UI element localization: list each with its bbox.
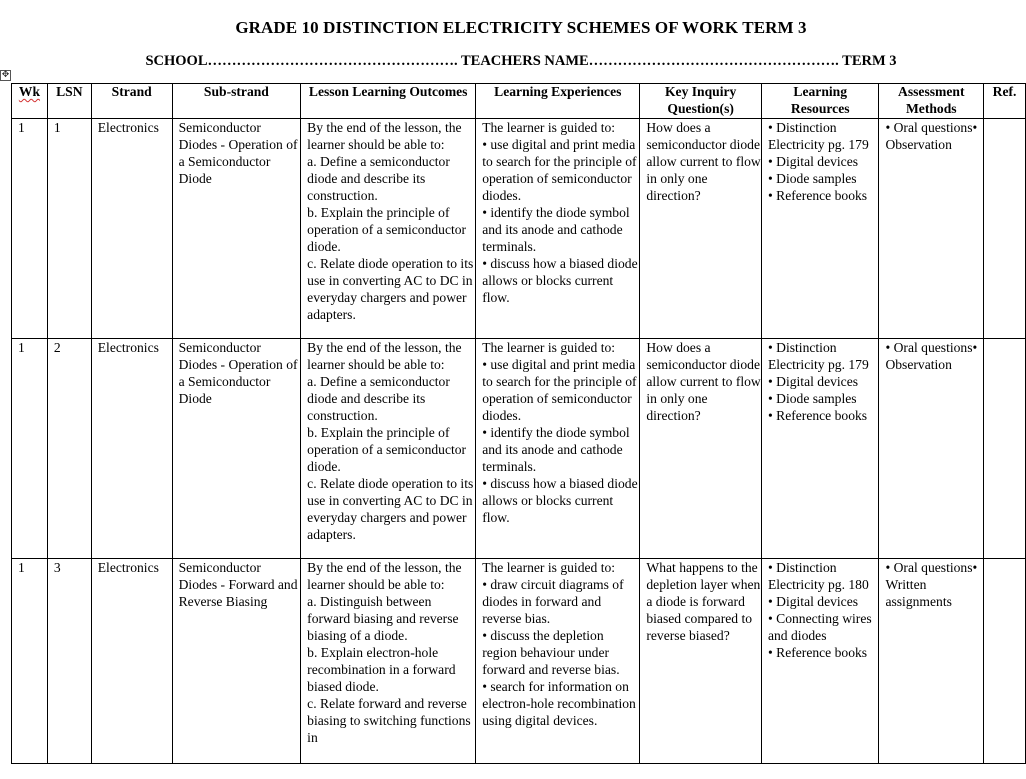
experience-line: • identify the diode symbol and its anode and cathode terminals. bbox=[482, 425, 630, 474]
outcome-line: By the end of the lesson, the learner should be able to: bbox=[307, 340, 462, 372]
outcome-line: c. Relate diode operation to its use in converting AC to DC in everyday chargers and power adapters. bbox=[307, 256, 474, 322]
cell-wk: 1 bbox=[12, 119, 48, 339]
resource-line: • Connecting wires and diodes bbox=[767, 611, 872, 643]
resource-line: • Digital devices bbox=[767, 154, 859, 169]
header-lsn: LSN bbox=[47, 84, 91, 119]
cell-assessment bbox=[879, 559, 984, 764]
header-assessment: Assessment Methods bbox=[879, 84, 984, 119]
outcome-line: c. Relate diode operation to its use in converting AC to DC in everyday chargers and power adapters. bbox=[307, 476, 474, 542]
cell-strand: Electronics bbox=[91, 339, 172, 559]
cell-assessment bbox=[879, 119, 984, 339]
cell-question: How does a semiconductor diode allow current to flow in only one direction? bbox=[640, 339, 762, 559]
header-questions: Key Inquiry Question(s) bbox=[640, 84, 762, 119]
table-row bbox=[12, 339, 1026, 559]
cell-question: How does a semiconductor diode allow current to flow in only one direction? bbox=[640, 119, 762, 339]
experience-line: • identify the diode symbol and its anode and cathode terminals. bbox=[482, 205, 630, 254]
cell-assessment bbox=[879, 339, 984, 559]
cell-outcomes bbox=[301, 559, 476, 764]
resource-line: • Distinction Electricity pg. 180 bbox=[767, 560, 869, 592]
table-row bbox=[12, 119, 1026, 339]
cell-ref bbox=[984, 339, 1026, 559]
cell-wk: 1 bbox=[12, 339, 48, 559]
experience-line: The learner is guided to: bbox=[482, 340, 616, 355]
outcome-line: b. Explain electron-hole recombination in a forward biased diode. bbox=[307, 645, 456, 694]
cell-resources bbox=[761, 339, 878, 559]
experience-line: • use digital and print media to search for the principle of operation of semiconductor diodes. bbox=[482, 357, 637, 423]
header-row bbox=[12, 84, 1026, 119]
outcome-line: a. Define a semiconductor diode and describe its construction. bbox=[307, 374, 450, 423]
assessment-line: • Oral questions• Observation bbox=[885, 120, 978, 152]
resource-line: • Diode samples bbox=[767, 391, 857, 406]
experience-line: • search for information on electron-hole recombination using digital devices. bbox=[482, 679, 636, 728]
experience-line: • discuss the depletion region behaviour under forward and reverse bias. bbox=[482, 628, 620, 677]
cell-question: What happens to the depletion layer when a diode is forward biased compared to reverse biased? bbox=[640, 559, 762, 764]
assessment-line: • Oral questions• Written assignments bbox=[885, 560, 978, 609]
outcome-line: By the end of the lesson, the learner should be able to: bbox=[307, 120, 462, 152]
cell-resources bbox=[761, 559, 878, 764]
document-title: GRADE 10 DISTINCTION ELECTRICITY SCHEMES OF WORK TERM 3 bbox=[235, 18, 807, 37]
experience-line: The learner is guided to: bbox=[482, 560, 616, 575]
header-resources: Learning Resources bbox=[761, 84, 878, 119]
outcome-line: a. Distinguish between forward biasing and reverse biasing of a diode. bbox=[307, 594, 459, 643]
header-strand: Strand bbox=[91, 84, 172, 119]
resource-line: • Distinction Electricity pg. 179 bbox=[767, 120, 869, 152]
cell-experiences bbox=[476, 559, 640, 764]
cell-substrand: Semiconductor Diodes - Operation of a Semiconductor Diode bbox=[172, 119, 301, 339]
header-substrand: Sub-strand bbox=[172, 84, 301, 119]
cell-wk: 1 bbox=[12, 559, 48, 764]
assessment-line: • Oral questions• Observation bbox=[885, 340, 978, 372]
resource-line: • Reference books bbox=[767, 188, 868, 203]
resource-line: • Reference books bbox=[767, 645, 868, 660]
outcome-line: b. Explain the principle of operation of a semiconductor diode. bbox=[307, 425, 467, 474]
resource-line: • Distinction Electricity pg. 179 bbox=[767, 340, 869, 372]
experience-line: • discuss how a biased diode allows or blocks current flow. bbox=[482, 256, 638, 305]
cell-strand: Electronics bbox=[91, 119, 172, 339]
document-subtitle: SCHOOL……………………………………………. TEACHERS NAME……………………………………………. TERM 3 bbox=[145, 53, 897, 69]
cell-substrand: Semiconductor Diodes - Forward and Reverse Biasing bbox=[172, 559, 301, 764]
resource-line: • Reference books bbox=[767, 408, 868, 423]
cell-lsn: 3 bbox=[47, 559, 91, 764]
cell-experiences bbox=[476, 119, 640, 339]
cell-substrand: Semiconductor Diodes - Operation of a Semiconductor Diode bbox=[172, 339, 301, 559]
outcome-line: b. Explain the principle of operation of a semiconductor diode. bbox=[307, 205, 467, 254]
table-move-handle-icon[interactable]: ✥ bbox=[1, 70, 10, 80]
resource-line: • Digital devices bbox=[767, 594, 859, 609]
cell-resources bbox=[761, 119, 878, 339]
outcome-line: c. Relate forward and reverse biasing to switching functions in bbox=[307, 696, 471, 745]
experience-line: • discuss how a biased diode allows or blocks current flow. bbox=[482, 476, 638, 525]
experience-line: • use digital and print media to search for the principle of operation of semiconductor diodes. bbox=[482, 137, 637, 203]
cell-lsn: 2 bbox=[47, 339, 91, 559]
experience-line: • draw circuit diagrams of diodes in forward and reverse bias. bbox=[482, 577, 624, 626]
cell-ref bbox=[984, 119, 1026, 339]
table-row bbox=[12, 559, 1026, 764]
scheme-of-work-table bbox=[11, 83, 1026, 764]
outcome-line: a. Define a semiconductor diode and describe its construction. bbox=[307, 154, 450, 203]
experience-line: The learner is guided to: bbox=[482, 120, 616, 135]
cell-experiences bbox=[476, 339, 640, 559]
cell-strand: Electronics bbox=[91, 559, 172, 764]
cell-ref bbox=[984, 559, 1026, 764]
cell-outcomes bbox=[301, 339, 476, 559]
header-experiences: Learning Experiences bbox=[476, 84, 640, 119]
resource-line: • Diode samples bbox=[767, 171, 857, 186]
header-ref: Ref. bbox=[984, 84, 1026, 119]
header-wk: Wk bbox=[12, 84, 48, 119]
outcome-line: By the end of the lesson, the learner should be able to: bbox=[307, 560, 462, 592]
cell-lsn: 1 bbox=[47, 119, 91, 339]
header-outcomes: Lesson Learning Outcomes bbox=[301, 84, 476, 119]
resource-line: • Digital devices bbox=[767, 374, 859, 389]
cell-outcomes bbox=[301, 119, 476, 339]
